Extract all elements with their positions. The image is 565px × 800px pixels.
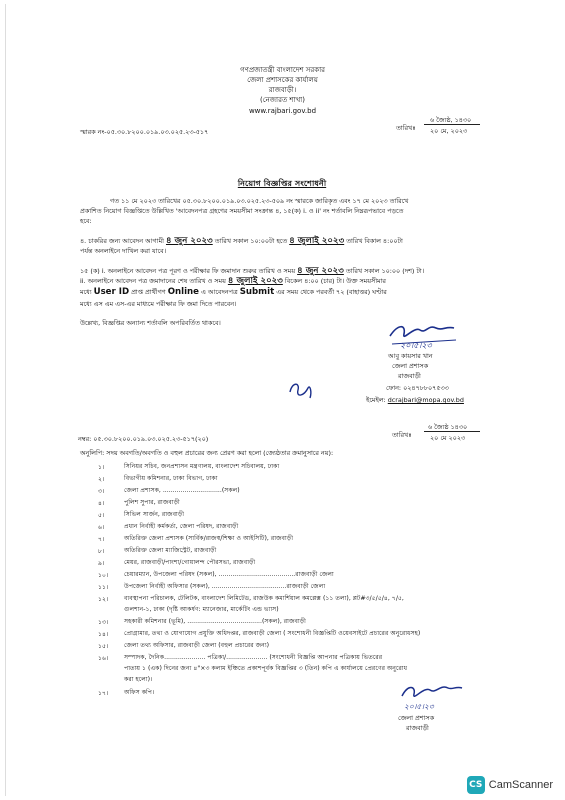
distribution-number: ৩। bbox=[98, 488, 105, 495]
clause-15-ii-line-2 bbox=[80, 287, 540, 297]
distribution-number: ১৫। bbox=[98, 643, 109, 650]
distribution-number: ১৬। bbox=[98, 655, 109, 662]
clause-15-ii-l2-c: এ আবেদনপত্র bbox=[198, 288, 240, 296]
clause-15-ii-l2-a: মধ্যে bbox=[80, 288, 94, 296]
clause-4-part-a: ৪. চাকরির জন্য আবেদন আগামী bbox=[80, 237, 166, 245]
distribution-item-text: ব্যবস্থাপনা পরিচালক, টেলিটক, বাংলাদেশ লিমিটেড, রাজউক কমার্শিয়াল কমপ্লেক্স (১১ তলা), প্লট#৩/৫/৫/৪, ৭/৫, bbox=[124, 595, 404, 602]
distribution-number: ৫। bbox=[98, 512, 105, 519]
submit-term: Submit bbox=[239, 287, 275, 297]
clause-15-ii bbox=[80, 276, 540, 286]
website-link[interactable]: www.rajbari.gov.bd bbox=[248, 107, 317, 115]
distribution-item-text: পাতায় ১ (এক) দিনের জন্য ৪"×৩ কলাম ইঞ্চিতে প্রকাশপূর্বক বিজ্ঞপ্তির ৩ (তিন) কপি এ কার্যালয়ে প্রেরণের অনুরোধ bbox=[124, 665, 408, 672]
clause-4-line-2: পর্যন্ত অনলাইনে দাখিল করা যাবে। bbox=[80, 247, 167, 255]
office-heading: জেলা প্রশাসকের কার্যালয় bbox=[247, 76, 318, 84]
distribution-number: ১৩। bbox=[98, 619, 109, 626]
clause-15-ii-date: ৪ জুলাই ২০২৩ bbox=[227, 276, 283, 286]
distribution-item-text: মেয়র, রাজবাড়ী/পাংশা/গোয়ালন্দ পৌরসভা, রাজবাড়ী bbox=[124, 559, 256, 566]
distribution-number: ৬। bbox=[98, 524, 105, 531]
distribution-item-text: সহকারী কমিশনার (ভূমি), ......................................(সকল), রাজবাড়ী bbox=[124, 618, 306, 625]
distribution-item-text: সম্পাদক, দৈনিক..................... পত্রিকা/..................... (সংশোধনী বিজ্ঞপ্তি আপনার পত্রিকায় ভিতরের bbox=[124, 654, 383, 661]
distribution-item-text: সিভিল সার্জন, রাজবাড়ী bbox=[124, 511, 185, 518]
distribution-item-text: করা হলো)। bbox=[124, 676, 153, 683]
camscanner-watermark bbox=[467, 776, 553, 794]
closing-note: উল্লেখ্য, বিজ্ঞপ্তির অন্যান্য শর্তাবলি অপরিবর্তিত থাকবে। bbox=[80, 319, 221, 327]
distribution-item-text: জেলা প্রশাসক, ..............................(সকল) bbox=[124, 487, 240, 494]
bottom-place: রাজবাড়ী bbox=[406, 724, 429, 732]
email-link[interactable]: dcrajbari@mopa.gov.bd bbox=[387, 396, 464, 404]
online-term: Online bbox=[167, 287, 199, 297]
camscanner-label: CamScanner bbox=[488, 779, 553, 791]
copy-date-label: তারিখঃ bbox=[392, 431, 412, 439]
distribution-item-text: প্রধান নির্বাহী কর্মকর্তা, জেলা পরিষদ, রাজবাড়ী bbox=[124, 523, 239, 530]
distribution-item-text: অতিরিক্ত জেলা প্রশাসক (সার্বিক/রাজস্ব/শিক্ষা ও আইসিটি), রাজবাড়ী bbox=[124, 535, 293, 542]
intro-line-3: হবে: bbox=[80, 217, 92, 225]
distribution-item-text: প্রোগ্রামার, তথ্য ও যোগাযোগ প্রযুক্তি অধিদপ্তর, রাজবাড়ী জেলা ( সংশোধনী বিজ্ঞপ্তিটি ওয়েবসাইটে প্রচারের অনুরোধসহ) bbox=[124, 630, 421, 637]
date-divider bbox=[424, 124, 480, 125]
camscanner-icon: CS bbox=[467, 776, 485, 794]
clause-15-i-part-b: তারিখ সকাল ১০:০০ (দশ) টা। bbox=[343, 267, 425, 275]
bottom-signature-date: ২০।৫।২৩ bbox=[404, 702, 434, 711]
distribution-number: ১। bbox=[98, 464, 105, 471]
memo-number: স্মারক নং-০৫.৩০.৮২০০.০১৯.০৩.০২৫.২৩-৫১৭ bbox=[80, 128, 209, 136]
memo-date-label: তারিখঃ bbox=[396, 124, 416, 132]
distribution-number: ১৭। bbox=[98, 690, 109, 697]
distribution-number: ৭। bbox=[98, 536, 105, 543]
distribution-item-text: অফিস কপি। bbox=[124, 689, 155, 696]
intro-line-1: গত ১১ মে ২০২৩ তারিখের ০৫.৩০.৮২০০.০১৯.০৩.০২৫.২৩-৫০৯ নং স্মারকে জারিকৃত এবং ১৭ মে ২০২৩ তারিখে bbox=[110, 197, 409, 205]
user-id-term: User ID bbox=[93, 287, 130, 297]
signatory-place: রাজবাড়ী bbox=[398, 372, 421, 380]
notice-title: নিয়োগ বিজ্ঞপ্তির সংশোধনী bbox=[237, 178, 327, 188]
scan-edge bbox=[5, 4, 561, 796]
distribution-item-text: সিনিয়র সচিব, জনপ্রশাসন মন্ত্রণালয়, বাংলাদেশ সচিবালয়, ঢাকা bbox=[124, 463, 280, 470]
memo-date-bn: ৬ জ্যৈষ্ঠ, ১৪৩০ bbox=[430, 116, 472, 124]
distribution-number: ৪। bbox=[98, 500, 105, 507]
distribution-item-text: গুলশান-১, ঢাকা (দৃষ্টি আকর্ষণ: ম্যানেজার, মার্কেটিং এন্ড ভ্যাস) bbox=[124, 606, 279, 613]
copy-memo-number: নম্বর: ০৫.৩০.৮২০০.০১৯.০৩.০২৫.২৩-৫১৭(২০) bbox=[78, 435, 209, 443]
clause-4 bbox=[80, 236, 540, 246]
distribution-number: ১২। bbox=[98, 596, 109, 603]
copy-date-divider bbox=[424, 431, 480, 432]
distribution-item-text: উপজেলা নির্বাহী অফিসার (সকল), ......................................রাজবাড়ী জেলা bbox=[124, 583, 326, 590]
office-email bbox=[366, 396, 464, 404]
distribution-number: ১৪। bbox=[98, 631, 109, 638]
clause-4-part-b: তারিখ সকাল ১০:০০টা হতে bbox=[212, 237, 290, 245]
clause-4-start-date: ৪ জুন ২০২৩ bbox=[165, 236, 213, 246]
memo-date-en: ২০ মে, ২০২৩ bbox=[430, 127, 468, 135]
clause-15-i bbox=[80, 266, 540, 276]
distribution-item-text: পুলিশ সুপার, রাজবাড়ী bbox=[124, 499, 180, 506]
clause-15-i-date: ৪ জুন ২০২৩ bbox=[297, 266, 344, 276]
signatory-name: আবু কায়সার খান bbox=[388, 352, 433, 360]
clause-15-ii-line-3: মধ্যে এস এম এস-এর মাধ্যমে পরীক্ষার ফি জমা দিতে পারবেন। bbox=[80, 300, 237, 308]
distribution-item-text: জেলা তথ্য অফিসার, রাজবাড়ী জেলা (বহুল প্রচারের জন্য) bbox=[124, 642, 270, 649]
bottom-designation: জেলা প্রশাসক bbox=[398, 714, 435, 722]
office-phone: ফোন: ০২৪৭৮৮০৭৫৩৩ bbox=[386, 384, 449, 392]
clause-4-end-date: ৪ জুলাই ২০২৩ bbox=[289, 236, 345, 246]
clause-15-ii-part-a: ii. অনলাইনে আবেদন পত্র জমাদানের শেষ তারিখ ও সময় bbox=[80, 277, 228, 285]
clause-15-i-part-a: ১৫ (ক) i. অনলাইনে আবেদন পত্র পূরণ ও পরীক্ষার ফি জমাদান শুরুর তারিখ ও সময় bbox=[80, 267, 298, 275]
distribution-number: ২। bbox=[98, 476, 105, 483]
distribution-item-text: বিভাগীয় কমিশনার, ঢাকা বিভাগ, ঢাকা bbox=[124, 475, 218, 482]
intro-line-2: প্রকাশিত নিয়োগ বিজ্ঞপ্তিতে উল্লিখিত 'আবেদনপত্র গ্রহণের সময়সীমা সংক্রান্ত ৪, ১৫(ক) i. ও ii' নং শর্তাবলি নিম্নরূপভাবে পড়তে bbox=[80, 207, 404, 215]
distribution-number: ৮। bbox=[98, 548, 105, 555]
copy-date-bn: ৬ জ্যৈষ্ঠ ১৪৩০ bbox=[428, 423, 468, 431]
initial-mark bbox=[286, 378, 316, 404]
clause-15-ii-l2-b: প্রাপ্ত প্রার্থীগণ bbox=[129, 288, 168, 296]
clause-15-ii-l2-d: এর সময় থেকে পরবর্তী ৭২ (বাহাত্তর) ঘণ্টার bbox=[274, 288, 387, 296]
copy-date-en: ২০ মে ২০২৩ bbox=[430, 434, 466, 442]
distribution-number: ১০। bbox=[98, 572, 109, 579]
distribution-number: ৯। bbox=[98, 560, 105, 567]
section-heading: (নেজারত শাখা) bbox=[260, 96, 305, 104]
clause-15-ii-part-b: বিকেল ৪:০০ (চার) টা। উক্ত সময়সীমার bbox=[282, 277, 386, 285]
gov-heading: গণপ্রজাতন্ত্রী বাংলাদেশ সরকার bbox=[240, 66, 325, 74]
distribution-item-text: অতিরিক্ত জেলা ম্যাজিস্ট্রেট, রাজবাড়ী bbox=[124, 547, 217, 554]
email-label: ইমেইল: bbox=[366, 396, 386, 404]
distribution-item-text: চেয়ারম্যান, উপজেলা পরিষদ (সকল), .......................................রাজবাড়ী জেলা bbox=[124, 571, 334, 578]
distribution-intro: অনুলিপি: সদয় অবগতি/অবগতি ও বহুল প্রচারের জন্য প্রেরণ করা হলো (জ্যেষ্ঠতার ক্রমানুসারে নয়): bbox=[80, 449, 334, 457]
distribution-number: ১১। bbox=[98, 584, 109, 591]
signatory-designation: জেলা প্রশাসক bbox=[392, 362, 429, 370]
district-heading: রাজবাড়ী। bbox=[268, 86, 297, 94]
clause-4-part-c: তারিখ বিকাল ৪:০০টা bbox=[344, 237, 403, 245]
signature-date: ২০।৫।২৩ bbox=[400, 341, 432, 350]
